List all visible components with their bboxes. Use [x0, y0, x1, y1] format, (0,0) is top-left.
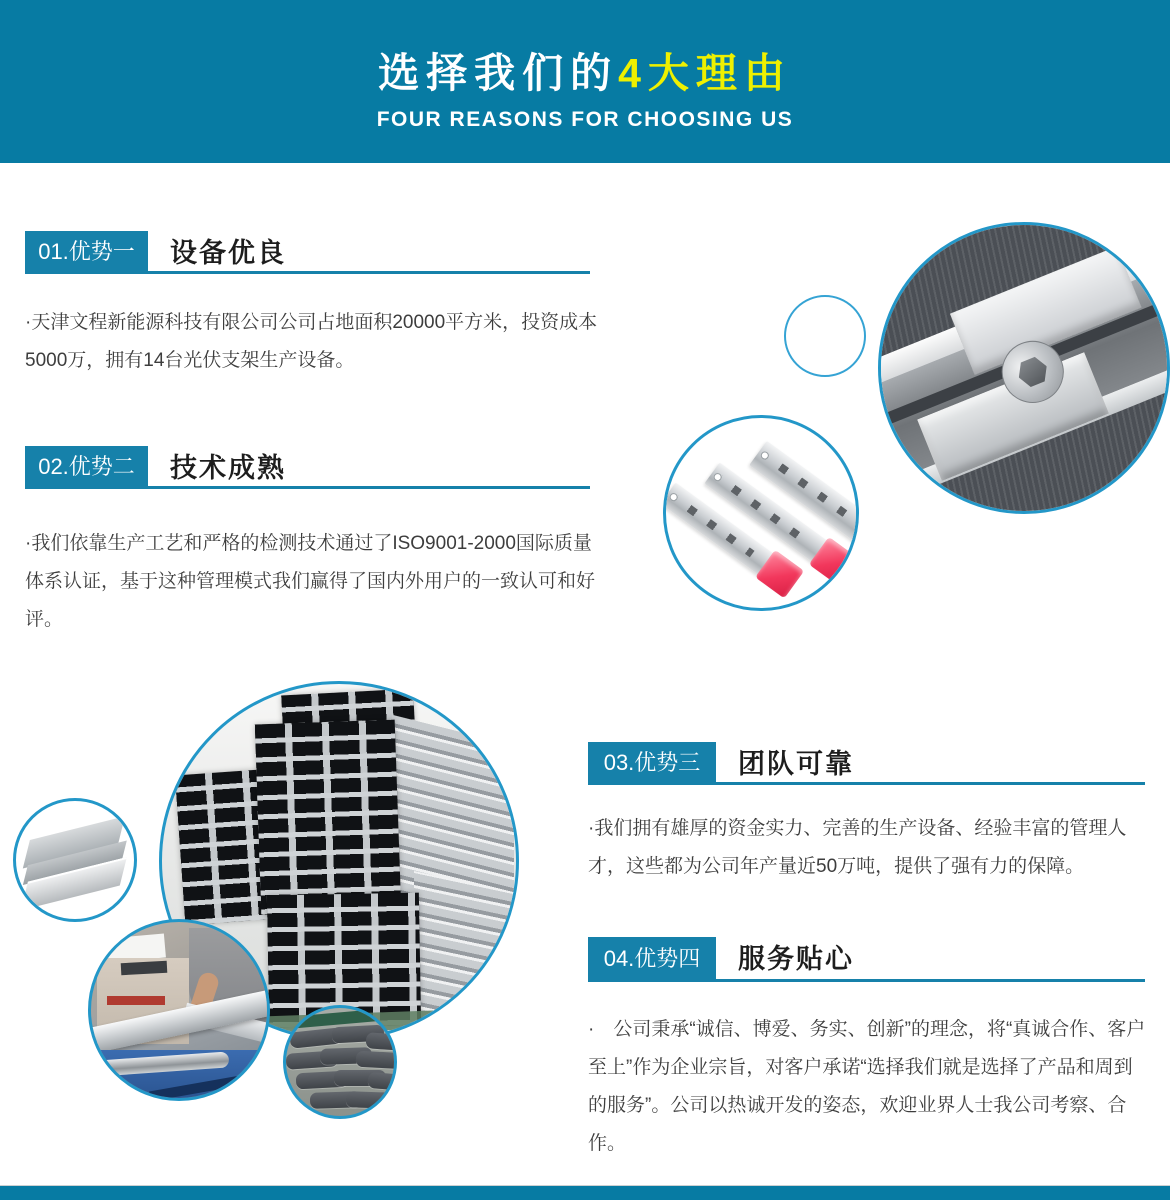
page-title-white: 选择我们的 [378, 50, 619, 96]
advantage-section-3 [588, 742, 1148, 892]
u-channel-steel-photo [13, 798, 137, 922]
advantage-4-body: · 公司秉承“诚信、博爱、务实、创新”的理念，将“真诚合作、客户至上”作为企业宗旨，对客户承诺“选择我们就是选择了产品和周到的服务”。公司以热诚开发的姿态，欢迎业界人士我公司考察、合作。 [588, 1019, 1146, 1154]
page-subtitle: FOUR REASONS FOR CHOOSING US [376, 108, 794, 131]
advantage-section-2 [25, 446, 600, 630]
solar-mid-clamp-photo [878, 222, 1170, 514]
machine-part [121, 961, 168, 975]
steel-bundle-front [255, 720, 402, 915]
red-label [107, 996, 165, 1005]
advantage-3-badge: 03.优势三 [588, 742, 716, 784]
bolt-hole [668, 492, 679, 503]
advantage-2-badge: 02.优势二 [25, 446, 148, 488]
stacked-bundles-photo [283, 1005, 397, 1119]
header-band [0, 0, 1170, 163]
advantage-4-badge: 04.优势四 [588, 937, 716, 981]
decorative-circle [784, 295, 866, 377]
page-title [0, 50, 1170, 96]
photo-content [15, 816, 137, 909]
advantage-2-title: 技术成熟 [170, 453, 286, 483]
bolt-hole [759, 450, 770, 461]
photo-content [878, 222, 1170, 514]
advantage-section-1 [25, 231, 600, 391]
footer-bar [0, 1185, 1170, 1200]
advantage-2-body: ·我们依靠生产工艺和严格的检测技术通过了ISO9001-2000国际质量体系认证，基于这种管理模式我们赢得了国内外用户的一致认可和好评。 [25, 533, 596, 630]
advantage-section-4 [588, 937, 1148, 1154]
production-line-photo [88, 919, 270, 1101]
bundle [346, 1091, 397, 1109]
bolt-hole [712, 472, 723, 483]
page-title-highlight: 4大理由 [618, 50, 792, 96]
advantage-1-badge: 01.优势一 [25, 231, 148, 273]
advantage-3-body: ·我们拥有雄厚的资金实力、完善的生产设备、经验丰富的管理人才，这些都为公司年产量近50万吨，提供了强有力的保障。 [588, 818, 1127, 877]
advantage-3-title: 团队可靠 [738, 749, 854, 779]
bundle [356, 1051, 397, 1070]
red-capped-channel-brackets-photo [663, 415, 859, 611]
advantage-1-body: ·天津文程新能源科技有限公司公司占地面积20000平方米，投资成本5000万，拥有14台光伏支架生产设备。 [25, 312, 598, 371]
advantage-1-title: 设备优良 [170, 238, 286, 268]
advantage-4-title: 服务贴心 [738, 944, 854, 974]
bundle [367, 1072, 397, 1092]
